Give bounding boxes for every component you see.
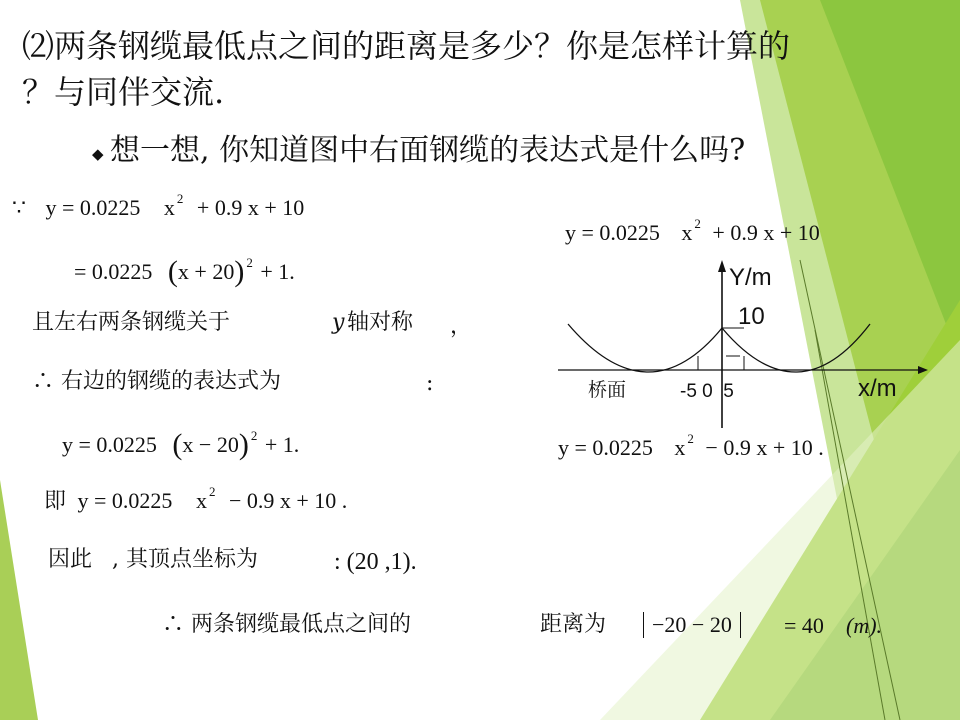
equation-4 xyxy=(44,484,348,513)
therefore-right-cable: ∴ 右边的钢缆的表达式为 xyxy=(32,369,281,394)
x-tick-labels: -5 0 5 xyxy=(680,381,734,402)
rb-rest: − 0.9 x + 10 . xyxy=(705,435,824,460)
eq3-rest: + 1. xyxy=(264,432,300,457)
symmetry-y: y xyxy=(332,310,345,335)
symmetry-comma: ， xyxy=(450,314,473,339)
vertex-text-b: , 其顶点坐标为 xyxy=(112,547,258,572)
distance-equals: = 40 xyxy=(784,613,824,638)
distance-unit: (m). xyxy=(846,613,883,638)
symmetry-text-a: 且左右两条钢缆关于 xyxy=(32,310,231,335)
rt-x: x xyxy=(681,220,693,245)
eq1-lhs: y = 0.0225 xyxy=(45,195,141,220)
x-axis-arrow-icon xyxy=(918,366,928,374)
equation-3: y = 0.0225 (x − 20) $^2$ + 1. xyxy=(62,428,300,461)
right-equation-top xyxy=(565,216,820,245)
bridge-label: 桥面 xyxy=(588,379,627,401)
eq1-x: x xyxy=(163,195,175,220)
rb-x: x xyxy=(674,435,686,460)
bullet-icon: ◆ xyxy=(92,145,104,163)
equation-1 xyxy=(12,191,305,220)
rt-exponent: 2 xyxy=(694,216,701,231)
rt-rest: + 0.9 x + 10 xyxy=(712,220,820,245)
eq1-exponent: 2 xyxy=(176,191,184,206)
rt-lhs: y = 0.0225 xyxy=(565,220,660,245)
eq2-exponent: 2 xyxy=(246,255,253,270)
distance-abs-expression: −20 − 20 xyxy=(643,612,741,638)
equation-2: = 0.0225 (x + 20) $^2$ + 1. xyxy=(74,255,295,288)
symmetry-text-b: 轴对称 xyxy=(347,310,414,335)
therefore-distance: ∴ 两条钢缆最低点之间的 xyxy=(162,612,411,637)
y-tick-label: 10 xyxy=(738,303,765,330)
x-axis-label: x/m xyxy=(858,375,897,402)
eq2-inner: x + 20 xyxy=(177,259,235,284)
eq4-ji: 即 xyxy=(44,488,67,513)
question-line-1: ⑵两条钢缆最低点之间的距离是多少？你是怎样计算的 xyxy=(22,27,791,65)
eq3-exponent: 2 xyxy=(250,428,258,443)
left-cable-curve xyxy=(568,324,722,372)
green-wedge-bottom-left xyxy=(0,480,38,720)
colon: : xyxy=(426,371,434,396)
eq1-rest: + 0.9 x + 10 xyxy=(196,195,305,220)
because-symbol: ∵ xyxy=(12,195,26,220)
eq4-lhs: y = 0.0225 xyxy=(77,488,173,513)
vertex-text-a: 因此 xyxy=(48,547,93,572)
y-axis-label: Y/m xyxy=(729,264,772,291)
eq2-pre: = 0.0225 xyxy=(74,259,153,284)
right-equation-bottom xyxy=(558,431,824,460)
distance-label: 距离为 xyxy=(540,612,607,637)
vertex-value: : (20 ,1). xyxy=(334,549,417,575)
eq4-rest: − 0.9 x + 10 . xyxy=(228,488,348,513)
rb-lhs: y = 0.0225 xyxy=(558,435,653,460)
y-axis-arrow-icon xyxy=(718,260,726,272)
eq3-inner: x − 20 xyxy=(182,432,239,457)
cable-graph xyxy=(548,258,928,438)
question-line-2: ？与同伴交流. xyxy=(22,73,225,111)
eq4-x: x xyxy=(195,488,207,513)
rb-exponent: 2 xyxy=(687,431,694,446)
eq4-exponent: 2 xyxy=(208,484,216,499)
prompt-text: 想一想, 你知道图中右面钢缆的表达式是什么吗? xyxy=(110,133,746,168)
eq2-rest: + 1. xyxy=(260,259,295,284)
eq3-pre: y = 0.0225 xyxy=(62,432,157,457)
